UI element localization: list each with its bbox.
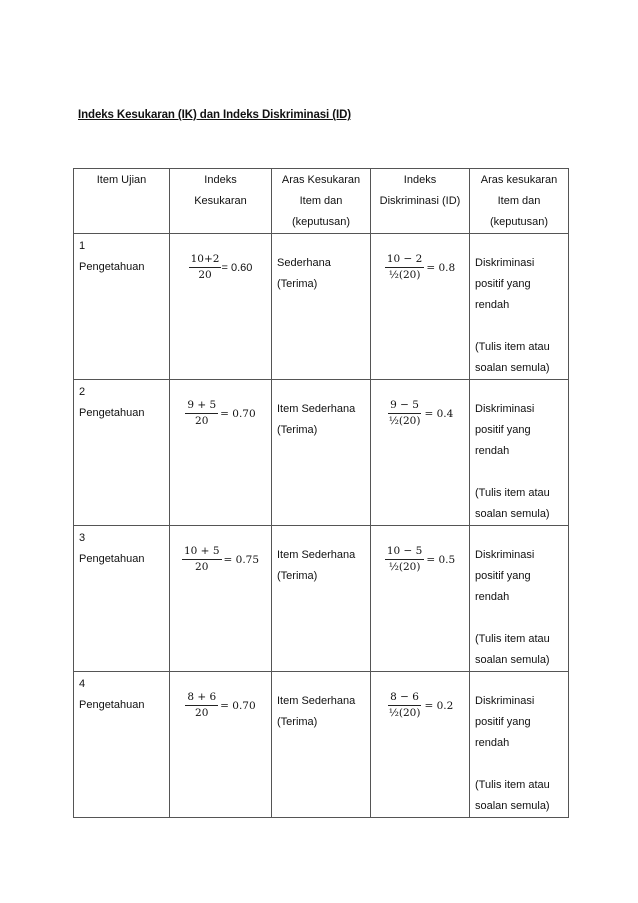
id-cell: [371, 234, 470, 380]
ik-cell: [170, 672, 272, 818]
diskriminasi-cell: Diskriminasi positif yang rendah (Tulis item atau soalan semula): [470, 672, 569, 818]
item-cell: [74, 672, 170, 818]
ik-value: = 0.75: [223, 553, 260, 566]
document-title: Indeks Kesukaran (IK) dan Indeks Diskriminasi (ID): [78, 109, 351, 121]
analysis-table: [73, 168, 569, 818]
ik-fraction: $\frac{10+2}{20}$: [190, 253, 220, 281]
item-number: 1: [79, 240, 86, 252]
aras-cell: Sederhana (Terima): [272, 234, 371, 380]
item-cell: [74, 526, 170, 672]
table-row: [74, 380, 569, 526]
item-number: 2: [79, 386, 86, 398]
id-value: = 0.8: [426, 261, 456, 274]
id-fraction: $\frac{10 - 5}{\text{½(20)}}$: [386, 545, 423, 573]
ik-fraction: $\frac{9 + 5}{20}$: [187, 399, 217, 427]
ik-value: = 0.70: [220, 407, 256, 420]
header-aras-kesukaran: Aras Kesukaran Item dan (keputusan): [272, 169, 371, 234]
item-cell: [74, 234, 170, 380]
id-value: = 0.5: [426, 553, 456, 566]
header-aras-diskriminasi: Aras kesukaran Item dan (keputusan): [470, 169, 569, 234]
ik-cell: [170, 526, 272, 672]
header-indeks-kesukaran: Indeks Kesukaran: [170, 169, 272, 234]
diskriminasi-cell: Diskriminasi positif yang rendah (Tulis item atau soalan semula): [470, 380, 569, 526]
item-name: Pengetahuan: [79, 407, 145, 419]
id-cell: [371, 526, 470, 672]
ik-value: = 0.70: [220, 699, 256, 712]
diskriminasi-cell: Diskriminasi positif yang rendah (Tulis item atau soalan semula): [470, 526, 569, 672]
aras-cell: Item Sederhana (Terima): [272, 672, 371, 818]
id-fraction: $\frac{8 - 6}{\text{½(20)}}$: [388, 691, 421, 719]
aras-cell: Item Sederhana (Terima): [272, 526, 371, 672]
table-row: [74, 526, 569, 672]
id-fraction: $\frac{10 - 2}{\text{½(20)}}$: [386, 253, 423, 281]
id-value: = 0.2: [424, 699, 454, 712]
header-indeks-diskriminasi: Indeks Diskriminasi (ID): [371, 169, 470, 234]
item-number: 4: [79, 678, 86, 690]
item-name: Pengetahuan: [79, 553, 145, 565]
table-row: [74, 672, 569, 818]
table-row: [74, 234, 569, 380]
id-fraction: $\frac{9 - 5}{\text{½(20)}}$: [388, 399, 421, 427]
id-value: = 0.4: [424, 407, 454, 420]
id-cell: [371, 380, 470, 526]
id-cell: [371, 672, 470, 818]
ik-value: = 0.60: [221, 261, 253, 274]
header-row: [74, 169, 569, 234]
header-item-ujian: Item Ujian: [74, 169, 170, 234]
item-name: Pengetahuan: [79, 699, 145, 711]
aras-cell: Item Sederhana (Terima): [272, 380, 371, 526]
ik-cell: [170, 380, 272, 526]
ik-fraction: $\frac{8 + 6}{20}$: [187, 691, 217, 719]
diskriminasi-cell: Diskriminasi positif yang rendah (Tulis item atau soalan semula): [470, 234, 569, 380]
ik-fraction: $\frac{10 + 5}{20}$: [183, 545, 220, 573]
item-cell: [74, 380, 170, 526]
ik-cell: [170, 234, 272, 380]
item-name: Pengetahuan: [79, 261, 145, 273]
item-number: 3: [79, 532, 86, 544]
